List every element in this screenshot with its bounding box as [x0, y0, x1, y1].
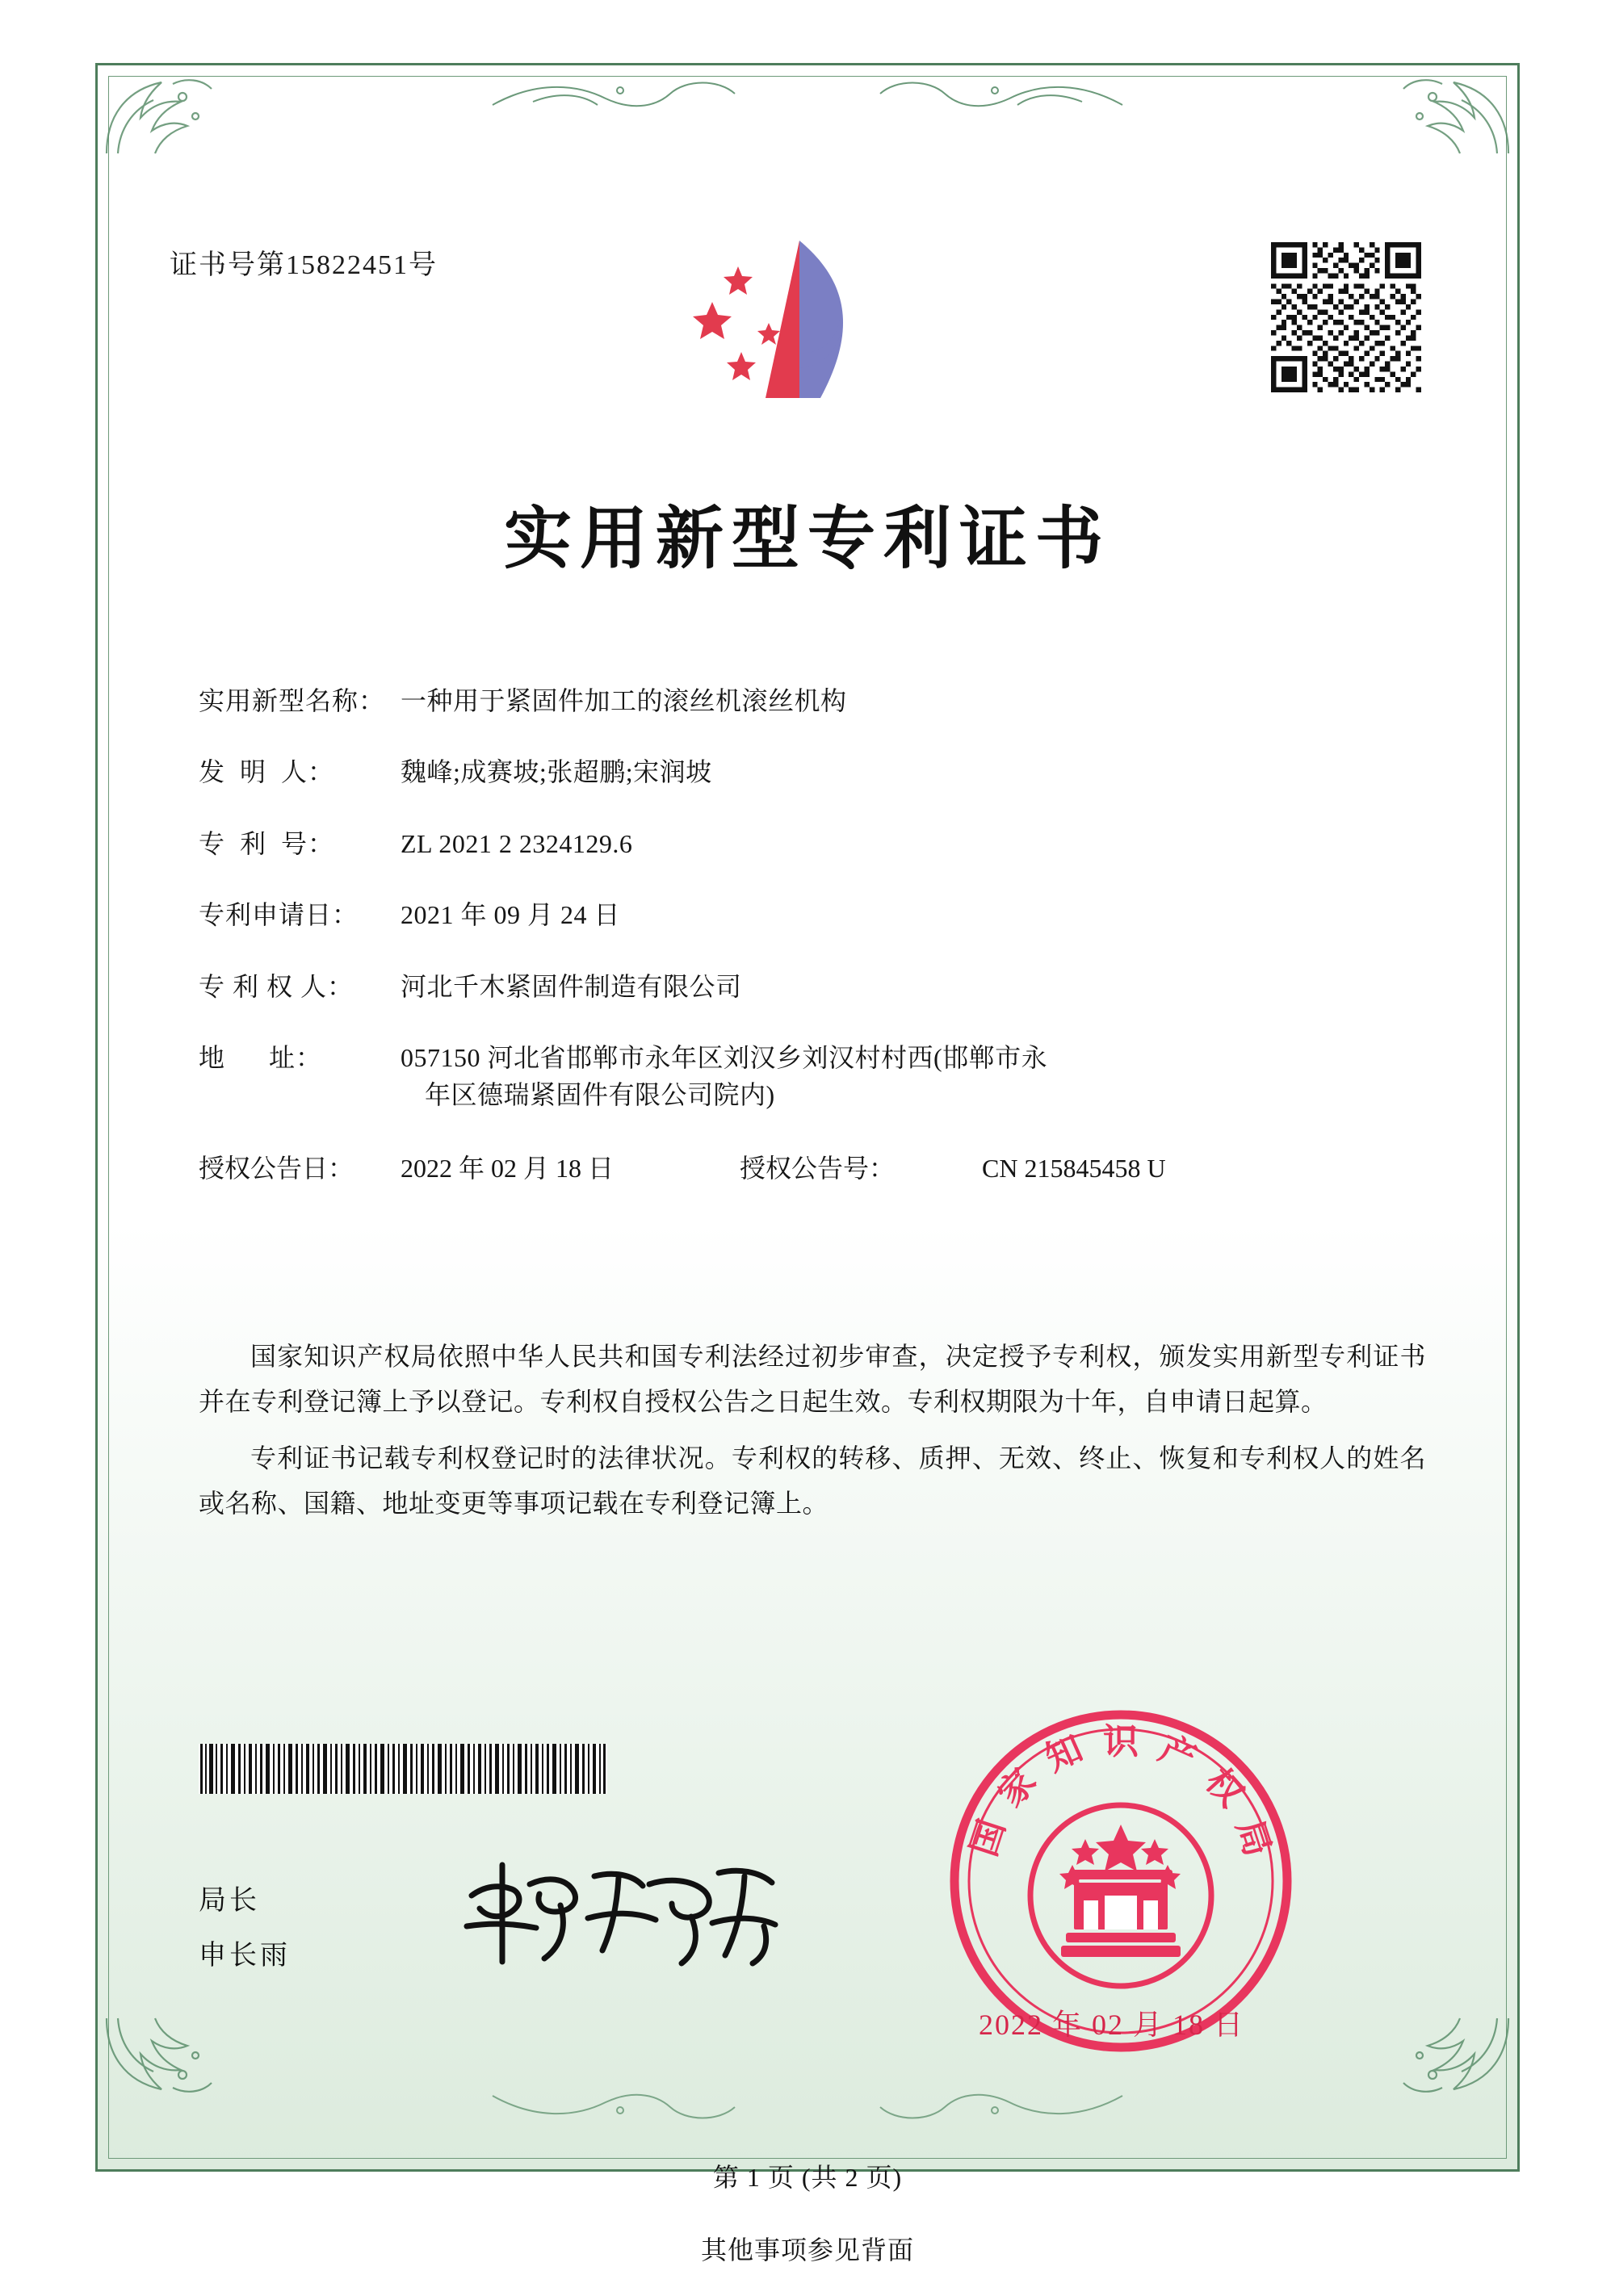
field-row-utility-model-name	[199, 682, 1426, 719]
corner-ornament-icon	[102, 69, 223, 158]
page-number: 第 1 页 (共 2 页)	[712, 2163, 903, 2192]
svg-text:局: 局	[1228, 1814, 1279, 1862]
address-line-2: 年区德瑞紧固件有限公司院内)	[425, 1080, 775, 1110]
cnipa-logo-icon	[678, 233, 921, 418]
paragraph-2: 专利证书记载专利权登记时的法律状况。专利权的转移、质押、无效、终止、恢复和专利权人的姓名或名称、国籍、地址变更等事项记载在专利登记簿上。	[199, 1443, 1426, 1518]
grant-date-label: 授权公告日：	[199, 1153, 354, 1183]
field-row-patentee	[199, 968, 1426, 1005]
field-value-address	[401, 1039, 1426, 1114]
field-label: 专 利 号：	[199, 828, 335, 858]
director-name-label: 申长雨	[199, 1941, 291, 1971]
bottom-scroll-ornament-icon	[484, 2075, 1130, 2131]
seal-date: 2022 年 02 月 18 日	[979, 2009, 1245, 2041]
field-label: 发 明 人：	[199, 757, 335, 787]
svg-text:国: 国	[963, 1814, 1013, 1862]
field-row-application-date	[199, 896, 1426, 933]
field-label: 专 利 权 人：	[199, 971, 354, 1001]
svg-text:识: 识	[1103, 1721, 1139, 1762]
field-label: 地 址：	[199, 1042, 323, 1072]
qr-code	[1271, 242, 1421, 392]
paragraph-1: 国家知识产权局依照中华人民共和国专利法经过初步审查，决定授予专利权，颁发实用新型专利证书并在专利登记簿上予以登记。专利权自授权公告之日起生效。专利权期限为十年，自申请日起算。	[199, 1342, 1426, 1416]
field-value: ZL 2021 2 2324129.6	[401, 828, 633, 858]
svg-text:权: 权	[1197, 1761, 1252, 1815]
page-title: 实用新型专利证书	[503, 498, 1111, 578]
top-scroll-ornament-icon	[484, 69, 1130, 126]
field-value: 魏峰;成赛坡;张超鹏;宋润坡	[401, 757, 712, 787]
field-value: 2021 年 09 月 24 日	[401, 900, 621, 930]
corner-ornament-icon	[102, 2013, 223, 2102]
field-label: 实用新型名称：	[199, 686, 386, 715]
back-side-note: 其他事项参见背面	[700, 2235, 914, 2265]
legal-text	[199, 1334, 1426, 1537]
director-role-label: 局长	[199, 1886, 260, 1916]
field-value: 河北千木紧固件制造有限公司	[401, 971, 742, 1001]
handwritten-signature-icon	[452, 1849, 791, 1978]
svg-text:知: 知	[1039, 1728, 1089, 1780]
field-row-inventors	[199, 753, 1426, 790]
corner-ornament-icon	[1392, 69, 1513, 158]
barcode	[199, 1744, 607, 1794]
field-row-grant-announcement	[199, 1148, 1426, 1185]
grant-number-label: 授权公告号：	[740, 1153, 896, 1183]
field-row-address	[199, 1039, 1426, 1114]
field-row-patent-number	[199, 825, 1426, 862]
address-line-1: 057150 河北省邯郸市永年区刘汉乡刘汉村村西(邯郸市永	[401, 1042, 1048, 1072]
svg-text:家: 家	[990, 1761, 1045, 1815]
field-label: 专利申请日：	[199, 900, 359, 930]
certificate-fields	[199, 682, 1426, 1219]
svg-text:产: 产	[1152, 1728, 1202, 1780]
field-value: 一种用于紧固件加工的滚丝机滚丝机构	[401, 686, 847, 715]
grant-number-value: CN 215845458 U	[982, 1153, 1166, 1183]
grant-date-value: 2022 年 02 月 18 日	[401, 1153, 615, 1183]
corner-ornament-icon	[1392, 2013, 1513, 2102]
certificate-number: 证书号第15822451号	[170, 250, 438, 280]
